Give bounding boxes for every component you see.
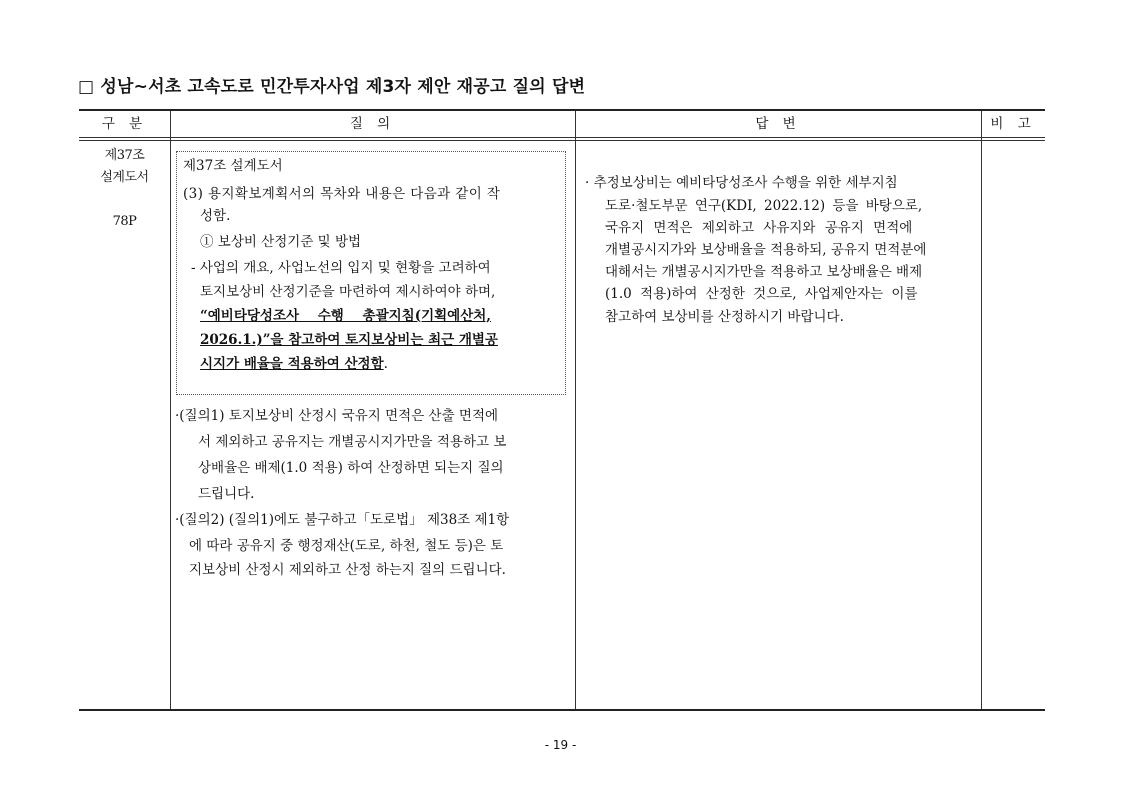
page-number: - 19 - [544,738,577,752]
document-title: □ 성남~서초 고속도로 민간투자사업 제3자 제안 재공고 질의 답변 [78,77,586,97]
answer-line: (1.0 적용)하여 산정한 것으로, 사업제안자는 이를 [605,286,918,302]
division-name: 설계도서 [100,170,149,185]
header-divider-double [79,140,1045,141]
question-line: 드립니다. [198,486,255,502]
question-line: ·(질의1) 토지보상비 산정시 국유지 면적은 산출 면적에 [175,408,499,424]
clause-line: 토지보상비 산정기준을 마련하여 제시하여야 하며, [200,284,496,300]
clause-line: 성함. [200,208,231,224]
question-line: 상배율은 배제(1.0 적용) 하여 산정하면 되는지 질의 [198,460,504,476]
question-line: 지보상비 산정시 제외하고 산정 하는지 질의 드립니다. [189,562,506,578]
header-question: 질 의 [349,116,396,132]
answer-line: 참고하여 보상비를 산정하시기 바랍니다. [605,309,844,325]
clause-period: . [383,356,388,372]
answer-line: 개별공시지가와 보상배율을 적용하되, 공유지 면적분에 [605,242,927,258]
header-answer: 답 변 [755,116,801,132]
question-line: 에 따라 공유지 중 행정재산(도로, 하천, 철도 등)은 토 [189,538,504,554]
header-division: 구 분 [101,116,148,132]
answer-line: 대해서는 개별공시지가만을 적용하고 보상배율은 배제 [605,264,923,280]
division-cell [79,145,170,233]
answer-line: 도로·철도부문 연구(KDI, 2022.12) 등을 바탕으로, [605,198,923,214]
header-note: 비 고 [990,116,1036,132]
question-line: 서 제외하고 공유지는 개별공시지가만을 적용하고 보 [198,434,507,450]
column-divider [981,111,982,709]
clause-emphasis: 시지가 배율을 적용하여 산정함 [200,356,384,372]
clause-emphasis: “예비타당성조사 수행 총괄지침(기획예산처, [200,308,491,324]
clause-line: - 사업의 개요, 사업노선의 입지 및 현황을 고려하여 [191,260,491,276]
clause-line: (3) 용지확보계획서의 목차와 내용은 다음과 같이 작 [183,186,501,202]
division-article: 제37조 [104,148,145,163]
answer-line: · 추정보상비는 예비타당성조사 수행을 위한 세부지침 [585,175,898,191]
header-divider [79,137,1045,138]
answer-line: 국유지 면적은 제외하고 사유지와 공유지 면적에 [605,220,913,236]
clause-sub-item: ① 보상비 산정기준 및 방법 [200,234,362,250]
clause-heading: 제37조 설계도서 [183,158,283,174]
division-page: 78P [112,214,137,229]
qa-table [79,109,1045,711]
clause-emphasis: 2026.1.)”을 참고하여 토지보상비는 최근 개별공 [200,332,498,348]
column-divider [170,111,171,709]
column-divider [575,111,576,709]
question-line: ·(질의2) (질의1)에도 불구하고「도로법」 제38조 제1항 [175,512,510,528]
